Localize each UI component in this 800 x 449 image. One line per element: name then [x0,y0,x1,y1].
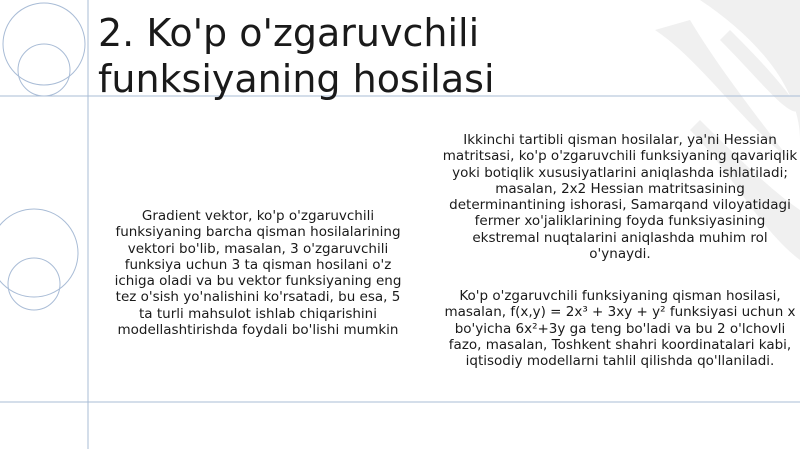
title-line-1: 2. Ko'p o'zgaruvchili [98,11,480,55]
gradient-paragraph: Gradient vektor, ko'p o'zgaruvchili funksiyaning barcha qisman hosilalarining vektori bo'lib, masalan, 3 o'zgaruvchili funksiya uchun 3 ta qisman hosilani o'z ichiga oladi va bu vektor funksiyaning eng tez o'sish yo'nalishini ko'rsatadi, bu esa, 5 ta turli mahsulot ishlab chiqarishini modellashtirishda foydali bo'lishi mumkin [114,208,402,339]
partial-derivative-paragraph: Ko'p o'zgaruvchili funksiyaning qisman hosilasi, masalan, f(x,y) = 2x³ + 3xy + y² funksiyasi uchun x bo'yicha 6x²+3y ga teng bo'ladi va bu 2 o'lchovli fazo, masalan, Toshkent shahri koordinatalari kabi, iqtisodiy modellarni tahlil qilishda qo'llaniladi. [444,288,796,370]
hessian-paragraph: Ikkinchi tartibli qisman hosilalar, ya'ni Hessian matritsasi, ko'p o'zgaruvchili funksiyaning qavariqlik yoki botiqlik xususiyatlarini aniqlashda ishlatiladi; masalan, 2x2 Hessian matritsasining determinantining ishorasi, Samarqand viloyatidagi fermer xo'jaliklarining foyda funksiyasining ekstremal nuqtalarini aniqlashda muhim rol o'ynaydi. [442,132,798,263]
title-line-2: funksiyaning hosilasi [98,57,495,101]
decor-circle-bottom-large [0,209,78,297]
decor-circle-bottom-small [8,258,60,310]
slide-title [98,10,658,102]
decor-circle-small [18,44,70,96]
